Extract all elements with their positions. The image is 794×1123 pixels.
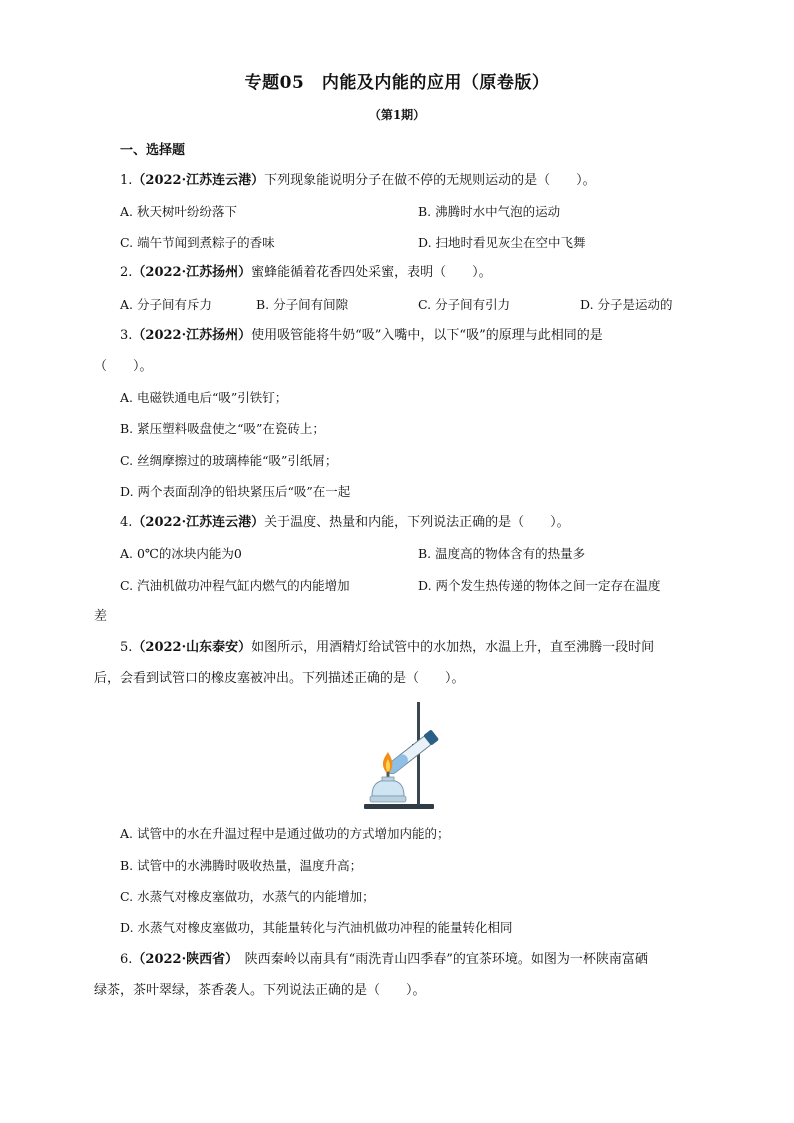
question-6 <box>120 951 648 969</box>
question-number: 6. <box>120 952 133 967</box>
question-1 <box>120 172 596 190</box>
question-2 <box>120 264 492 282</box>
option-b: B. 试管中的水沸腾时吸收热量，温度升高； <box>120 858 363 873</box>
option-continuation: 差 <box>94 609 108 624</box>
option-d: D. 两个表面刮净的铅块紧压后“吸”在一起 <box>120 484 351 499</box>
option-c: C. 汽油机做功冲程气缸内燃气的内能增加 <box>120 578 350 593</box>
option-c: C. 端午节闻到煮粽子的香味 <box>120 235 275 250</box>
question-source: （2022·山东泰安） <box>132 640 252 655</box>
question-stem-continuation: 后，会看到试管口的橡皮塞被冲出。下列描述正确的是（ ）。 <box>94 671 465 686</box>
question-5 <box>120 639 654 657</box>
question-number: 5. <box>120 640 133 655</box>
option-b: B. 温度高的物体含有的热量多 <box>418 546 586 561</box>
test-tube <box>384 729 439 776</box>
question-number: 3. <box>120 328 133 343</box>
issue-label: （第1期） <box>368 108 426 122</box>
option-d: D. 分子是运动的 <box>580 297 673 312</box>
option-b: B. 分子间有间隙 <box>256 297 349 312</box>
option-b: B. 沸腾时水中气泡的运动 <box>418 204 561 219</box>
question-number: 4. <box>120 515 133 530</box>
question-source: （2022·江苏扬州） <box>132 328 252 343</box>
question-3 <box>120 327 603 345</box>
question-stem: 使用吸管能将牛奶“吸”入嘴中，以下“吸”的原理与此相同的是 <box>251 328 603 343</box>
question-stem: 蜜蜂能循着花香四处采蜜，表明（ ）。 <box>251 265 492 280</box>
question-source: （2022·江苏连云港） <box>132 515 265 530</box>
question-number: 1. <box>120 173 133 188</box>
question-stem-continuation: 绿茶，茶叶翠绿，茶香袭人。下列说法正确的是（ ）。 <box>94 983 426 998</box>
question-stem: 下列现象能说明分子在做不停的无规则运动的是（ ）。 <box>264 173 596 188</box>
question-source: （2022·陕西省） <box>132 952 232 967</box>
alcohol-lamp-test-tube-figure <box>358 700 450 812</box>
question-number: 2. <box>120 265 133 280</box>
question-stem-continuation: （ ）。 <box>94 359 153 374</box>
section-heading: 一、选择题 <box>120 143 186 158</box>
alcohol-lamp <box>372 780 404 796</box>
stand-base <box>364 804 434 809</box>
question-stem: 陕西秦岭以南具有“雨洗青山四季春”的宜茶环境。如图为一杯陕南富硒 <box>231 952 648 967</box>
option-c: C. 丝绸摩擦过的玻璃棒能“吸”引纸屑； <box>120 453 338 468</box>
option-c: C. 分子间有引力 <box>418 297 511 312</box>
question-stem: 如图所示，用酒精灯给试管中的水加热，水温上升，直至沸腾一段时间 <box>251 640 655 655</box>
option-a: A. 电磁铁通电后“吸”引铁钉； <box>120 390 288 405</box>
option-a: A. 秋天树叶纷纷落下 <box>120 204 237 219</box>
option-b: B. 紧压塑料吸盘使之“吸”在瓷砖上； <box>120 421 325 436</box>
option-a: A. 0℃的冰块内能为0 <box>120 546 242 561</box>
question-source: （2022·江苏扬州） <box>132 265 252 280</box>
option-c: C. 水蒸气对橡皮塞做功，水蒸气的内能增加； <box>120 889 375 904</box>
option-d: D. 扫地时看见灰尘在空中飞舞 <box>418 235 586 250</box>
question-stem: 关于温度、热量和内能，下列说法正确的是（ ）。 <box>264 515 570 530</box>
option-a: A. 试管中的水在升温过程中是通过做功的方式增加内能的； <box>120 826 450 841</box>
page-title: 专题05 内能及内能的应用（原卷版） <box>244 73 550 93</box>
option-a: A. 分子间有斥力 <box>120 297 212 312</box>
question-4 <box>120 514 570 532</box>
option-d: D. 两个发生热传递的物体之间一定存在温度 <box>418 578 661 593</box>
option-d: D. 水蒸气对橡皮塞做功，其能量转化与汽油机做功冲程的能量转化相同 <box>120 920 513 935</box>
question-source: （2022·江苏连云港） <box>132 173 265 188</box>
